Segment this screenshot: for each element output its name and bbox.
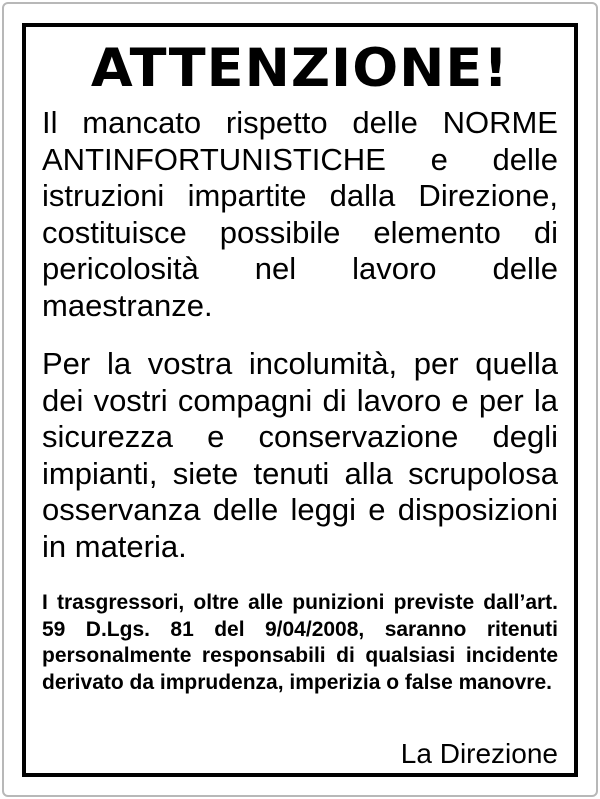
- sign-outer-edge: [2, 2, 598, 797]
- signature: La Direzione: [400, 738, 558, 769]
- warning-paragraph-2: Per la vostra incolumità, per quella dei vostri compagni di lavoro e per la sicurezza e conservazione degli impianti, siete tenuti alla scrupolosa osservanza delle leggi e disposizioni in materia.: [42, 346, 558, 564]
- penalty-notice: I trasgressori, oltre alle punizioni previste dall’art. 59 D.Lgs. 81 del 9/04/2008, saranno ritenuti personalmente responsabili di qualsiasi incidente derivato da imprudenza, imperizia o false manovre.: [42, 591, 558, 694]
- warning-paragraph-1: Il mancato rispetto delle NORME ANTINFORTUNISTICHE e delle istruzioni impartite dalla Direzione, costituisce possibile elemento di pericolosità nel lavoro delle maestranze.: [42, 105, 558, 323]
- sign-title: ATTENZIONE!: [90, 38, 510, 99]
- sign-frame: [22, 23, 578, 777]
